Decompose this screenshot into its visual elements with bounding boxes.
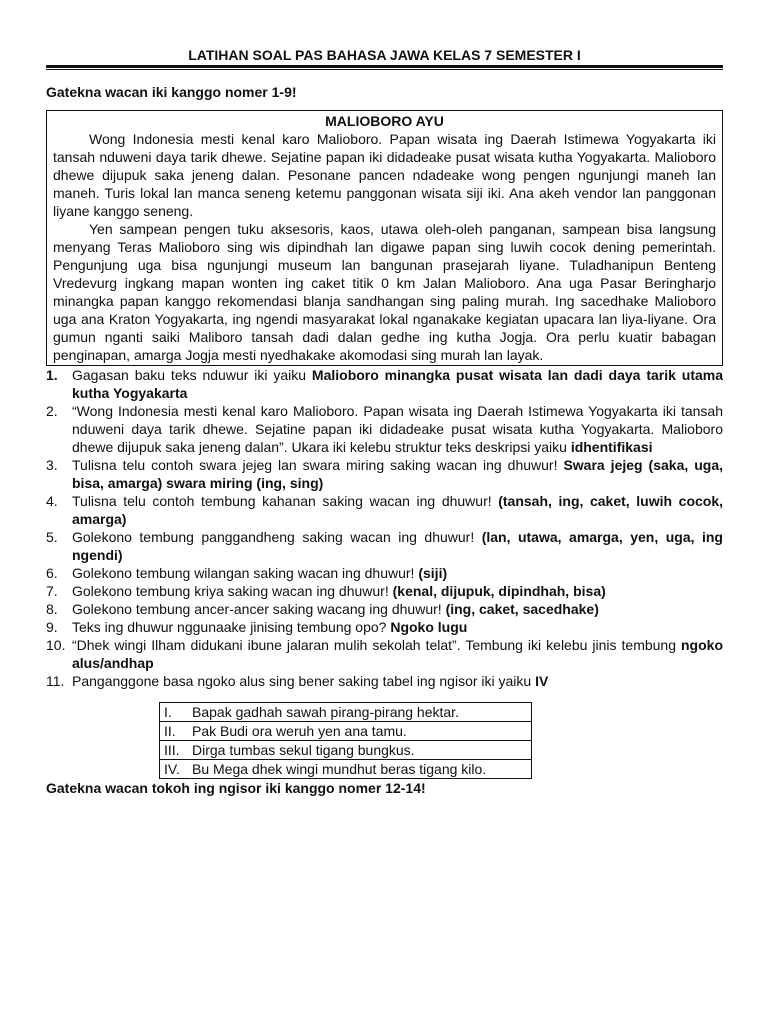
question-number: 3. xyxy=(46,457,58,473)
table-row-text: Bapak gadhah sawah pirang-pirang hektar. xyxy=(188,703,532,722)
question-item xyxy=(46,618,723,636)
question-text: Golekono tembung wilangan saking wacan ing dhuwur! xyxy=(72,565,419,581)
question-answer: Malioboro minangka pusat wisata lan dadi daya tarik utama kutha Yogyakarta xyxy=(72,367,724,401)
question-item xyxy=(46,636,723,672)
title-thick-rule xyxy=(46,65,723,68)
question-answer: Swara jejeg (saka, uga, bisa, amarga) swara miring (ing, sing) xyxy=(72,457,724,491)
page-title: LATIHAN SOAL PAS BAHASA JAWA KELAS 7 SEMESTER I xyxy=(188,47,581,63)
table-row xyxy=(160,703,532,722)
table-row xyxy=(160,741,532,760)
question-item xyxy=(46,456,723,492)
question-number: 4. xyxy=(46,493,58,509)
question-answer: (lan, utawa, amarga, yen, uga, ing ngendi) xyxy=(72,529,723,563)
question-answer: (tansah, ing, caket, luwih cocok, amarga) xyxy=(72,493,724,527)
question-number: 10. xyxy=(46,637,66,653)
table-row xyxy=(160,722,532,741)
passage-paragraph: Yen sampean pengen tuku aksesoris, kaos, utawa oleh-oleh panganan, sampean bisa langsung menyang Teras Malioboro sing wis dipindhah lan digawe papan sing luwih cocok dening pemerintah. Pengunjung uga bisa ngunjungi museum lan bangunan prasejarah liyane. Tuladhanipun Benteng Vredevurg ingkang mapan wonten ing caket titik 0 km Jalan Malioboro. Ana uga Pasar Beringharjo minangka papan kanggo rekomendasi blanja sandhangan sing paling murah. Ing sacedhake Malioboro uga ana Kraton Yogyakarta, ing ngendi masyarakat lokal nganakake kegiatan upacara lan liya-liyane. Ora gumun nganti saiki Maliboro tansah dadi dalan gedhe ing kutha Jogja. Ora perlu kuatir babagan penginapan, amarga Jogja mesti nyedhakake akomodasi sing murah lan layak. xyxy=(53,221,716,363)
table-row-number: IV. xyxy=(160,760,189,779)
question-answer: (kenal, dijupuk, dipindhah, bisa) xyxy=(392,583,606,599)
table-row-number: I. xyxy=(160,703,189,722)
table-row-text: Pak Budi ora weruh yen ana tamu. xyxy=(188,722,532,741)
question-answer: Ngoko lugu xyxy=(390,619,468,635)
question-number: 8. xyxy=(46,601,58,617)
question-text: Tulisna telu contoh tembung kahanan saking wacan ing dhuwur! xyxy=(72,493,499,509)
table-row-text: Bu Mega dhek wingi mundhut beras tigang kilo. xyxy=(188,760,532,779)
question-text: Golekono tembung ancer-ancer saking wacang ing dhuwur! xyxy=(72,601,446,617)
question-answer: ngoko alus/andhap xyxy=(72,637,723,671)
question-number: 9. xyxy=(46,619,58,635)
table-row-number: II. xyxy=(160,722,189,741)
question-item xyxy=(46,528,723,564)
question-text: Tulisna telu contoh swara jejeg lan swara miring saking wacan ing dhuwur! xyxy=(72,457,564,473)
question-number: 2. xyxy=(46,403,58,419)
question-item xyxy=(46,366,723,402)
question-item xyxy=(46,582,723,600)
question-text: Panganggone basa ngoko alus sing bener saking tabel ing ngisor iki yaiku xyxy=(72,673,536,689)
passage-paragraph: Wong Indonesia mesti kenal karo Malioboro. Papan wisata ing Daerah Istimewa Yogyakarta iki tansah nduweni daya tarik dhewe. Sejatine papan iki didadeake pusat wisata kutha Yogyakarta. Malioboro dhewe dijupuk saka jeneng dalan. Pesonane pancen ndadeake wong pengen ngunjungi maneh lan maneh. Turis lokal lan manca seneng ketemu panggonan wisata siji iki. Ana akeh vendor lan panggonan liyane kanggo seneng. xyxy=(53,131,716,219)
question-answer: (ing, caket, sacedhake) xyxy=(445,601,599,617)
question-text: “Dhek wingi Ilham didukani ibune jalaran mulih sekolah telat”. Tembung iki kelebu jinis tembung xyxy=(72,637,681,653)
question-item xyxy=(46,672,723,690)
question-text: Gagasan baku teks nduwur iki yaiku xyxy=(72,367,312,383)
table-row-number: III. xyxy=(160,741,189,760)
question-answer: idhentifikasi xyxy=(570,439,653,455)
question-item xyxy=(46,564,723,582)
question-number: 6. xyxy=(46,565,58,581)
table-row xyxy=(160,760,532,779)
question-number: 5. xyxy=(46,529,58,545)
question-item xyxy=(46,492,723,528)
question-list xyxy=(46,366,723,690)
question-answer: IV xyxy=(535,673,549,689)
question-number: 1. xyxy=(46,367,58,383)
question-item xyxy=(46,402,723,456)
question-text: Golekono tembung kriya saking wacan ing dhuwur! xyxy=(72,583,393,599)
sentence-table xyxy=(159,702,532,779)
instruction-12-14: Gatekna wacan tokoh ing ngisor iki kanggo nomer 12-14! xyxy=(46,780,426,796)
question-number: 7. xyxy=(46,583,58,599)
instruction-1-9: Gatekna wacan iki kanggo nomer 1-9! xyxy=(46,84,297,100)
question-answer: (siji) xyxy=(418,565,448,581)
question-number: 11. xyxy=(46,673,65,689)
document-page xyxy=(46,0,723,797)
title-thin-rule xyxy=(46,69,723,70)
passage-title: MALIOBORO AYU xyxy=(325,113,444,129)
question-item xyxy=(46,600,723,618)
question-text: Golekono tembung panggandheng saking wacan ing dhuwur! xyxy=(72,529,482,545)
reading-passage-box xyxy=(46,110,723,366)
question-text: Teks ing dhuwur nggunaake jinising tembung opo? xyxy=(72,619,391,635)
question-text: “Wong Indonesia mesti kenal karo Malioboro. Papan wisata ing Daerah Istimewa Yogyakarta iki tansah nduweni daya tarik dhewe. Sejatine papan iki didadeake pusat wisata kutha Yogyakarta. Malioboro dhewe dijupuk saka jeneng dalan”. Ukara iki kelebu struktur teks deskripsi yaiku xyxy=(72,403,723,455)
table-row-text: Dirga tumbas sekul tigang bungkus. xyxy=(188,741,532,760)
